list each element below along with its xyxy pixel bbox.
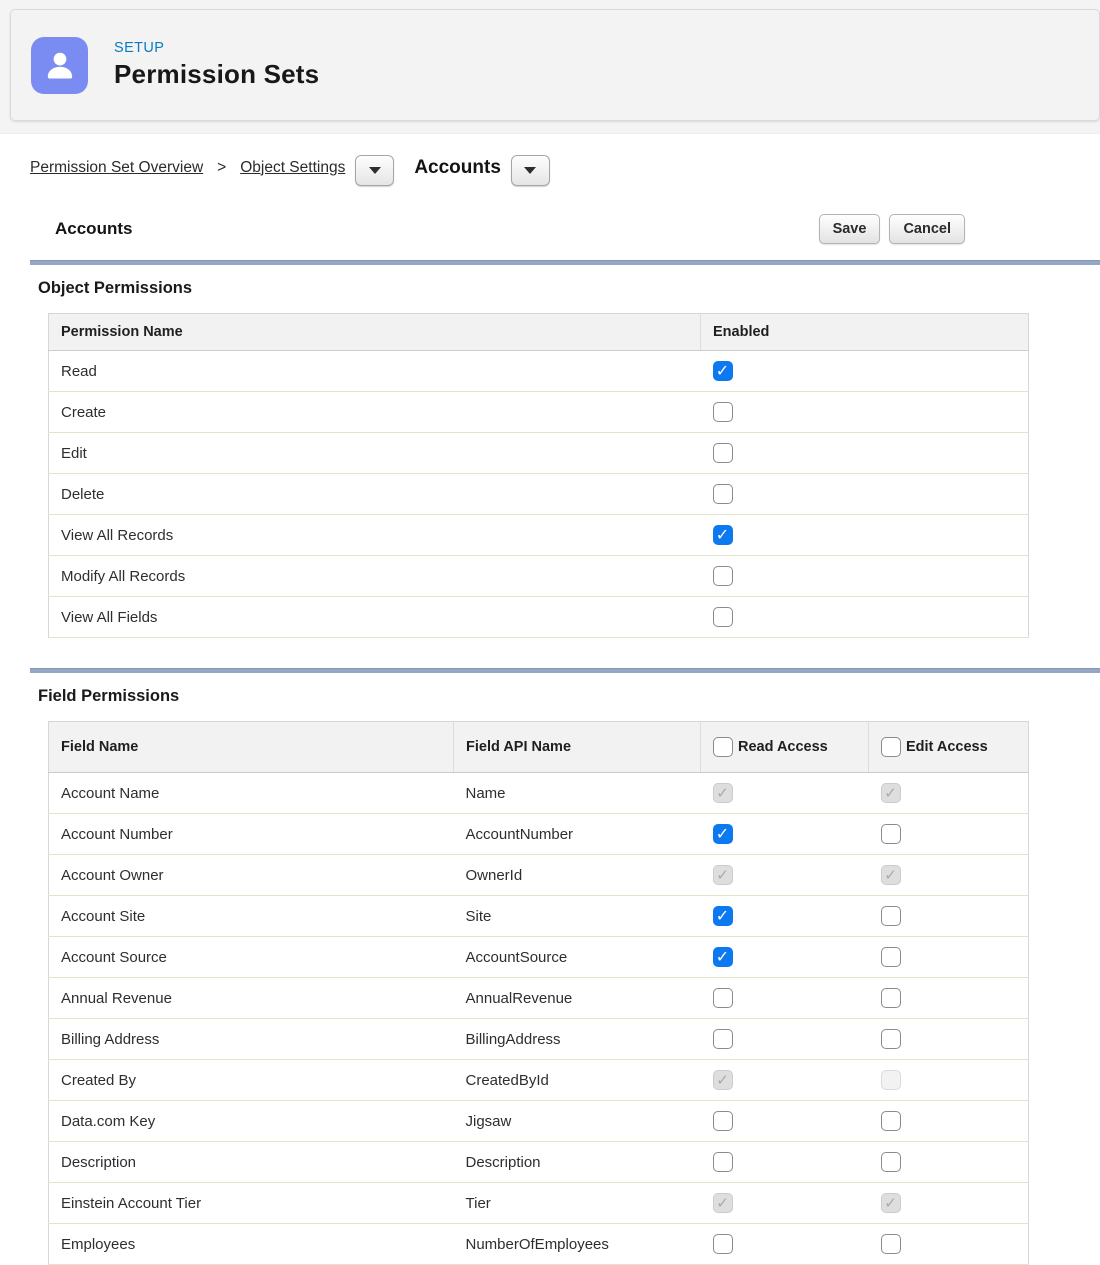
read-access-cell [701, 1183, 869, 1224]
setup-header-band [0, 0, 1100, 134]
field-permission-row [49, 814, 1029, 855]
edit-access-checkbox [881, 865, 901, 885]
edit-access-cell [869, 896, 1029, 937]
entity-section-title: Accounts [55, 219, 133, 238]
field-permission-row [49, 1019, 1029, 1060]
field-api-name-cell: CreatedById [454, 1060, 701, 1101]
read-access-cell [701, 1019, 869, 1060]
field-permissions-heading: Field Permissions [38, 687, 180, 705]
field-api-name-cell: Site [454, 896, 701, 937]
edit-access-checkbox[interactable] [881, 824, 901, 844]
object-permission-row [49, 515, 1029, 556]
object-permission-row [49, 474, 1029, 515]
permission-name-cell: View All Records [49, 515, 701, 556]
edit-access-cell [869, 773, 1029, 814]
read-access-checkbox[interactable] [713, 824, 733, 844]
permission-name-cell: View All Fields [49, 597, 701, 638]
entity-dropdown-button[interactable] [511, 155, 550, 186]
enabled-cell [701, 556, 1029, 597]
edit-access-cell [869, 855, 1029, 896]
enabled-checkbox[interactable] [713, 566, 733, 586]
edit-access-cell [869, 1224, 1029, 1265]
field-name-cell: Account Name [49, 773, 454, 814]
field-name-cell: Description [49, 1142, 454, 1183]
enabled-checkbox[interactable] [713, 484, 733, 504]
permission-name-column-header: Permission Name [49, 314, 701, 351]
breadcrumb-entity-label: Accounts [414, 156, 501, 178]
enabled-checkbox[interactable] [713, 607, 733, 627]
field-api-name-cell: Tier [454, 1183, 701, 1224]
read-access-cell [701, 1101, 869, 1142]
field-name-cell: Account Site [49, 896, 454, 937]
object-permission-row [49, 392, 1029, 433]
enabled-checkbox[interactable] [713, 443, 733, 463]
cancel-button[interactable]: Cancel [889, 214, 965, 244]
field-name-cell: Billing Address [49, 1019, 454, 1060]
edit-access-cell [869, 814, 1029, 855]
field-api-name-cell: OwnerId [454, 855, 701, 896]
read-access-column-header: Read Access [738, 739, 828, 755]
enabled-cell [701, 474, 1029, 515]
edit-access-checkbox[interactable] [881, 1111, 901, 1131]
enabled-cell [701, 433, 1029, 474]
setup-header-card [10, 9, 1100, 121]
field-permission-row [49, 1142, 1029, 1183]
enabled-cell [701, 597, 1029, 638]
field-api-name-cell: Description [454, 1142, 701, 1183]
edit-access-cell [869, 1183, 1029, 1224]
field-permissions-header-row [49, 722, 1029, 773]
object-permission-row [49, 433, 1029, 474]
field-api-name-cell: Jigsaw [454, 1101, 701, 1142]
field-name-cell: Data.com Key [49, 1101, 454, 1142]
object-settings-dropdown-button[interactable] [355, 155, 394, 186]
breadcrumb-separator: > [217, 158, 227, 176]
permission-name-cell: Create [49, 392, 701, 433]
setup-eyebrow-label: SETUP [114, 40, 165, 56]
field-name-cell: Annual Revenue [49, 978, 454, 1019]
edit-access-checkbox[interactable] [881, 1152, 901, 1172]
edit-access-checkbox [881, 1193, 901, 1213]
enabled-cell [701, 392, 1029, 433]
read-access-checkbox[interactable] [713, 1029, 733, 1049]
field-permission-row [49, 937, 1029, 978]
read-access-checkbox [713, 783, 733, 803]
object-permission-row [49, 556, 1029, 597]
read-access-cell [701, 937, 869, 978]
field-permission-row [49, 1101, 1029, 1142]
read-access-checkbox [713, 865, 733, 885]
field-permission-row [49, 1224, 1029, 1265]
field-name-column-header: Field Name [49, 722, 454, 773]
object-permissions-header-row [49, 314, 1029, 351]
edit-access-checkbox[interactable] [881, 1029, 901, 1049]
read-access-checkbox[interactable] [713, 947, 733, 967]
permission-name-cell: Modify All Records [49, 556, 701, 597]
edit-access-checkbox[interactable] [881, 1234, 901, 1254]
edit-access-cell [869, 978, 1029, 1019]
read-access-cell [701, 978, 869, 1019]
edit-access-column-header: Edit Access [906, 739, 988, 755]
object-permissions-heading: Object Permissions [38, 279, 193, 297]
field-name-cell: Created By [49, 1060, 454, 1101]
edit-access-cell [869, 1060, 1029, 1101]
permission-name-cell: Read [49, 351, 701, 392]
read-access-cell [701, 814, 869, 855]
read-access-cell [701, 855, 869, 896]
field-permission-row [49, 773, 1029, 814]
chevron-down-icon [524, 167, 536, 174]
field-permission-row [49, 1060, 1029, 1101]
field-permission-row [49, 896, 1029, 937]
field-api-name-cell: AnnualRevenue [454, 978, 701, 1019]
read-access-cell [701, 773, 869, 814]
read-access-select-all-checkbox[interactable] [713, 737, 733, 757]
field-name-cell: Account Owner [49, 855, 454, 896]
edit-access-cell [869, 1101, 1029, 1142]
enabled-checkbox[interactable] [713, 525, 733, 545]
section-divider [30, 260, 1100, 265]
object-permission-row [49, 351, 1029, 392]
edit-access-checkbox [881, 783, 901, 803]
read-access-cell [701, 1224, 869, 1265]
field-api-name-column-header: Field API Name [454, 722, 701, 773]
field-permission-row [49, 978, 1029, 1019]
save-button[interactable]: Save [819, 214, 881, 244]
read-access-checkbox [713, 1070, 733, 1090]
edit-access-checkbox[interactable] [881, 906, 901, 926]
field-name-cell: Account Number [49, 814, 454, 855]
breadcrumb-overview-link[interactable]: Permission Set Overview [30, 158, 204, 176]
enabled-cell [701, 351, 1029, 392]
field-name-cell: Employees [49, 1224, 454, 1265]
field-api-name-cell: AccountNumber [454, 814, 701, 855]
read-access-cell [701, 1060, 869, 1101]
read-access-checkbox[interactable] [713, 988, 733, 1008]
edit-access-cell [869, 937, 1029, 978]
enabled-column-header: Enabled [701, 314, 1029, 351]
object-permission-row [49, 597, 1029, 638]
read-access-checkbox[interactable] [713, 1234, 733, 1254]
edit-access-checkbox [881, 1070, 901, 1090]
breadcrumb [30, 149, 1100, 186]
field-name-cell: Einstein Account Tier [49, 1183, 454, 1224]
section-divider [30, 668, 1100, 673]
edit-access-checkbox[interactable] [881, 947, 901, 967]
edit-access-select-all-checkbox[interactable] [881, 737, 901, 757]
page-title: Permission Sets [114, 59, 320, 89]
read-access-checkbox[interactable] [713, 906, 733, 926]
field-api-name-cell: BillingAddress [454, 1019, 701, 1060]
enabled-cell [701, 515, 1029, 556]
edit-access-cell [869, 1142, 1029, 1183]
field-api-name-cell: AccountSource [454, 937, 701, 978]
field-permission-row [49, 1183, 1029, 1224]
chevron-down-icon [369, 167, 381, 174]
enabled-checkbox[interactable] [713, 361, 733, 381]
edit-access-checkbox[interactable] [881, 988, 901, 1008]
field-permissions-table [48, 721, 1029, 1265]
enabled-checkbox[interactable] [713, 402, 733, 422]
edit-access-cell [869, 1019, 1029, 1060]
permission-name-cell: Edit [49, 433, 701, 474]
field-api-name-cell: NumberOfEmployees [454, 1224, 701, 1265]
field-name-cell: Account Source [49, 937, 454, 978]
field-permission-row [49, 855, 1029, 896]
read-access-checkbox [713, 1193, 733, 1213]
field-api-name-cell: Name [454, 773, 701, 814]
permission-name-cell: Delete [49, 474, 701, 515]
read-access-checkbox[interactable] [713, 1111, 733, 1131]
breadcrumb-object-settings-link[interactable]: Object Settings [240, 158, 346, 176]
read-access-cell [701, 896, 869, 937]
read-access-cell [701, 1142, 869, 1183]
user-icon [31, 37, 88, 94]
object-permissions-table [48, 313, 1029, 638]
read-access-checkbox[interactable] [713, 1152, 733, 1172]
